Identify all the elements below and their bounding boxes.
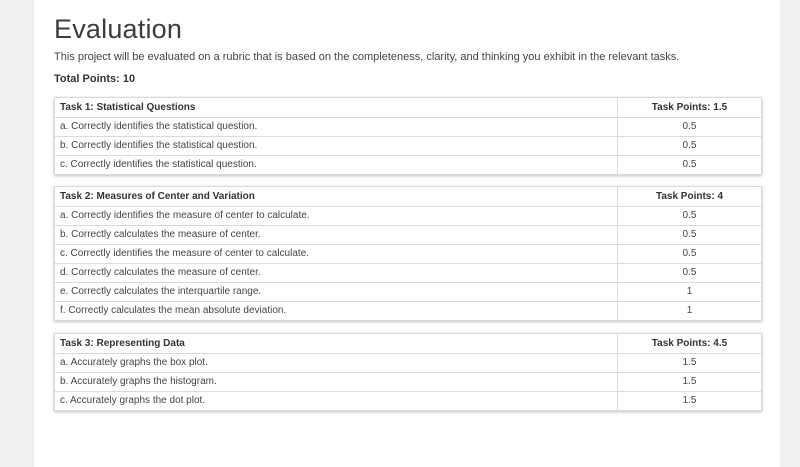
criterion: d. Correctly calculates the measure of center. (55, 264, 618, 283)
page-title: Evaluation (54, 14, 183, 44)
criterion-points: 1.5 (618, 392, 762, 411)
criterion-points: 0.5 (618, 264, 762, 283)
task-header-row (55, 187, 762, 207)
criterion-points: 0.5 (618, 226, 762, 245)
criterion-points: 0.5 (618, 137, 762, 156)
criterion-points: 1 (618, 283, 762, 302)
criterion-points: 0.5 (618, 245, 762, 264)
criterion: a. Correctly identifies the statistical question. (55, 118, 618, 137)
task-title: Task 1: Statistical Questions (55, 98, 618, 118)
criterion: b. Correctly identifies the statistical question. (55, 137, 618, 156)
task-header-row (55, 98, 762, 118)
criterion-points: 1.5 (618, 354, 762, 373)
criterion: b. Accurately graphs the histogram. (55, 373, 618, 392)
table-row (55, 373, 762, 392)
table-row (55, 264, 762, 283)
criterion-points: 0.5 (618, 156, 762, 175)
task-title: Task 2: Measures of Center and Variation (55, 187, 618, 207)
task-points: Task Points: 4.5 (618, 334, 762, 354)
task-1-rubric-table (54, 97, 762, 175)
criterion: a. Accurately graphs the box plot. (55, 354, 618, 373)
criterion: b. Correctly calculates the measure of center. (55, 226, 618, 245)
task-header-row (55, 334, 762, 354)
criterion: c. Correctly identifies the statistical question. (55, 156, 618, 175)
table-row (55, 354, 762, 373)
table-row (55, 245, 762, 264)
total-points: Total Points: 10 (54, 73, 136, 85)
task-points: Task Points: 1.5 (618, 98, 762, 118)
table-row (55, 392, 762, 411)
criterion: c. Accurately graphs the dot plot. (55, 392, 618, 411)
evaluation-panel (34, 0, 780, 467)
criterion-points: 0.5 (618, 207, 762, 226)
criterion-points: 1.5 (618, 373, 762, 392)
task-points: Task Points: 4 (618, 187, 762, 207)
table-row (55, 283, 762, 302)
table-row (55, 137, 762, 156)
task-title: Task 3: Representing Data (55, 334, 618, 354)
criterion: f. Correctly calculates the mean absolute deviation. (55, 302, 618, 321)
table-row (55, 118, 762, 137)
table-row (55, 302, 762, 321)
criterion: c. Correctly identifies the measure of center to calculate. (55, 245, 618, 264)
evaluation-description: This project will be evaluated on a rubric that is based on the completeness, clarity, and thinking you exhibit in the relevant tasks. (54, 51, 680, 63)
task-2-rubric-table (54, 186, 762, 321)
criterion: a. Correctly identifies the measure of center to calculate. (55, 207, 618, 226)
task-3-rubric-table (54, 333, 762, 411)
criterion-points: 0.5 (618, 118, 762, 137)
table-row (55, 207, 762, 226)
criterion: e. Correctly calculates the interquartile range. (55, 283, 618, 302)
criterion-points: 1 (618, 302, 762, 321)
table-row (55, 156, 762, 175)
table-row (55, 226, 762, 245)
